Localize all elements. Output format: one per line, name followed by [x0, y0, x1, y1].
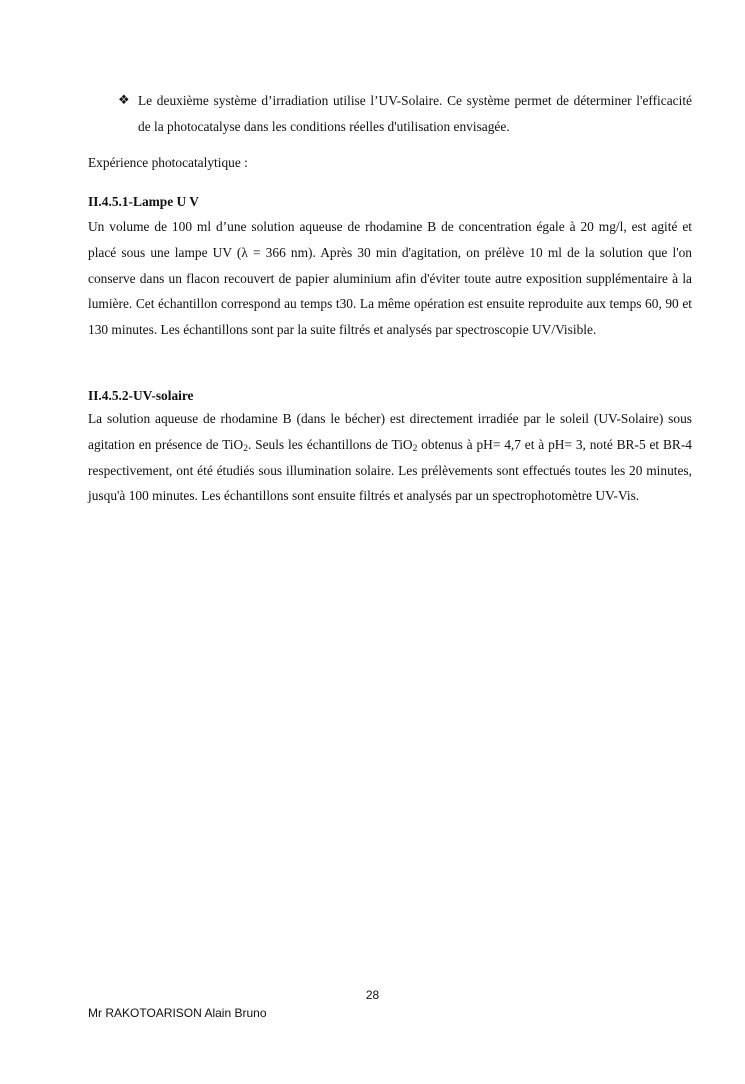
bullet-paragraph: [118, 88, 692, 140]
section-heading-lampe-uv: II.4.5.1-Lampe U V: [88, 194, 199, 209]
section-paragraph-lampe-uv: Un volume de 100 ml d’une solution aqueuse de rhodamine B de concentration égale à 20 mg/l, est agité et placé sous une lampe UV (λ = 366 nm). Après 30 min d'agitation, on prélève 10 ml de la solution que l'on conserve dans un flacon recouvert de papier aluminium afin d'éviter toute autre exposition supplémentaire à la lumière. Cet échantillon correspond au temps t30. La même opération est ensuite reproduite aux temps 60, 90 et 130 minutes. Les échantillons sont par la suite filtrés et analysés par spectroscopie UV/Visible.: [88, 219, 692, 338]
uv-solaire-text-3: obtenus à pH= 4,7 et à pH= 3, noté BR-5 et BR-4 respectivement, ont été étudiés sous illumination solaire. Les prélèvements sont effectués toutes les 20 minutes, jusqu'à 100 minutes. Les échantillons sont ensuite filtrés et analysés par un spectrophotomètre UV-Vis.: [88, 436, 693, 504]
tio2-subscript: 2: [412, 443, 418, 454]
experience-label: Expérience photocatalytique :: [88, 155, 248, 170]
footer-author: Mr RAKOTOARISON Alain Bruno: [88, 1006, 267, 1020]
diamond-bullet-icon: ❖: [118, 93, 130, 108]
bullet-text: Le deuxième système d’irradiation utilise l’UV-Solaire. Ce système permet de déterminer l'efficacité de la photocatalyse dans les conditions réelles d'utilisation envisagée.: [138, 93, 692, 134]
uv-solaire-text-2: . Seuls les échantillons de TiO: [247, 436, 413, 452]
tio2-subscript: 2: [243, 443, 248, 454]
page-number: 28: [365, 988, 380, 1002]
uv-solaire-text-1: La solution aqueuse de rhodamine B (dans le bécher) est directement irradiée par le soleil (UV-Solaire) sous agitation en présence de TiO: [88, 411, 692, 452]
section-paragraph-uv-solaire: [88, 406, 692, 509]
section-heading-uv-solaire: II.4.5.2-UV-solaire: [88, 388, 194, 403]
